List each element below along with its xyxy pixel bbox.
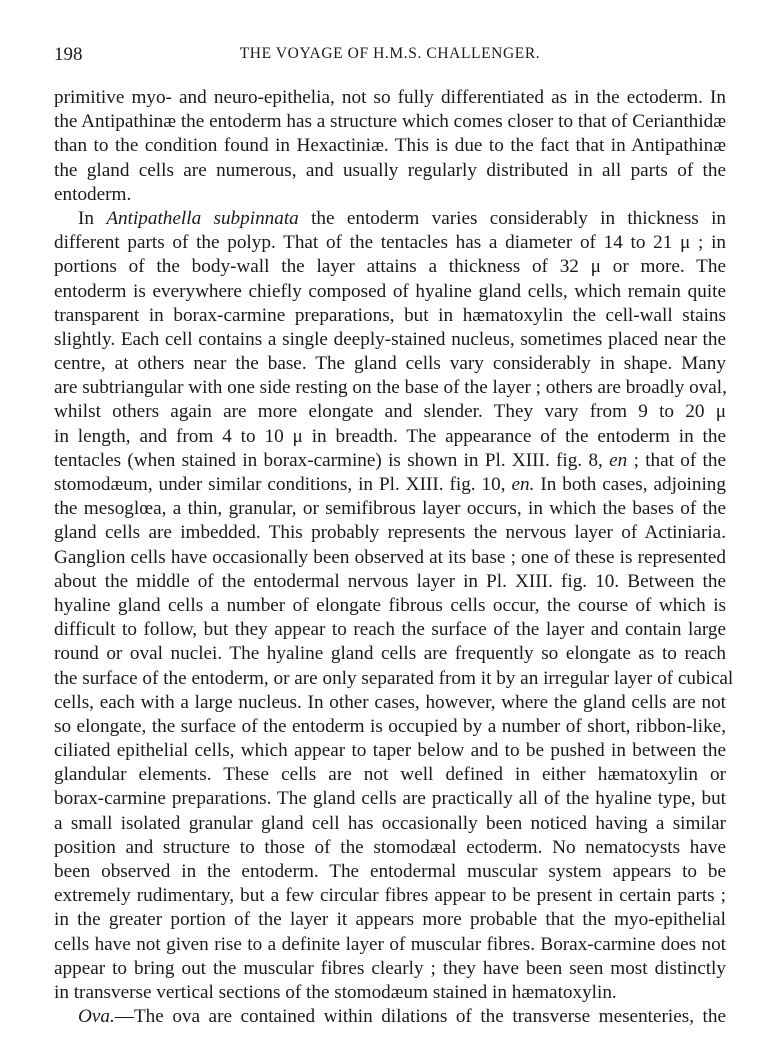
text-segment: been observed in the entoderm. The entodermal muscular system appears to be (54, 861, 726, 882)
text-line (54, 836, 726, 860)
text-segment: In (78, 207, 107, 229)
text-segment: the gland cells are numerous, and usually regularly distributed in all parts of the (54, 159, 726, 181)
text-line (54, 884, 726, 908)
text-line (54, 328, 726, 352)
text-line (54, 473, 726, 497)
text-line (54, 667, 734, 691)
text-line (54, 159, 726, 183)
page-number: 198 (54, 44, 83, 65)
page-header (54, 44, 726, 70)
text-segment: portions of the body-wall the layer attains a thickness of 32 μ or more. The (54, 256, 726, 278)
text-line (54, 183, 726, 207)
text-segment: ciliated epithelial cells, which appear to taper below and to be pushed in between the (54, 740, 726, 762)
text-line (54, 594, 726, 618)
text-segment: primitive myo- and neuro-epithelia, not so fully differentiated as in the ectoderm. In (54, 87, 726, 108)
text-segment: gland cells are imbedded. This probably represents the nervous layer of Actiniaria. (54, 522, 726, 544)
text-segment: different parts of the polyp. That of the tentacles has a diameter of 14 to 21 μ ; in (54, 232, 726, 254)
text-line (54, 400, 726, 424)
text-segment: in length, and from 4 to 10 μ in breadth. The appearance of the entoderm in the (54, 425, 726, 447)
text-line (54, 739, 726, 763)
text-line (54, 280, 726, 304)
text-segment: in transverse vertical sections of the stomodæum stained in hæmatoxylin. (54, 981, 617, 1003)
text-line (54, 425, 726, 449)
body-text (54, 86, 734, 1029)
text-line (54, 134, 726, 158)
text-segment: borax-carmine preparations. The gland cells are practically all of the hyaline type, but (54, 788, 726, 810)
text-line (54, 957, 726, 981)
text-line (54, 642, 726, 666)
italic-text: en. (511, 474, 535, 495)
text-line (54, 812, 726, 836)
text-segment: extremely rudimentary, but a few circular fibres appear to be present in certain parts ; (54, 885, 726, 907)
text-segment: the Antipathinæ the entoderm has a structure which comes closer to that of Cerianthidæ (54, 111, 726, 133)
italic-text: en (609, 449, 628, 471)
text-line (54, 449, 726, 473)
text-line (54, 110, 726, 134)
text-segment: whilst others again are more elongate and slender. They vary from 9 to 20 μ (54, 401, 726, 423)
text-segment: than to the condition found in Hexactiniæ. This is due to the fact that in Antipathinæ (54, 135, 726, 157)
text-segment: In both cases, adjoining (534, 474, 726, 495)
text-line (54, 207, 726, 231)
text-line (54, 570, 726, 594)
text-segment: a small isolated granular gland cell has occasionally been noticed having a similar (54, 812, 726, 834)
text-line (54, 521, 726, 545)
text-segment: position and structure to those of the stomodæal ectoderm. No nematocysts have (54, 836, 726, 858)
text-line (54, 1005, 726, 1029)
italic-text: Ova. (78, 1006, 115, 1028)
text-segment: Ganglion cells have occasionally been observed at its base ; one of these is represented (54, 546, 726, 568)
text-line (54, 497, 726, 521)
text-segment: hyaline gland cells a number of elongate fibrous cells occur, the course of which is (54, 594, 726, 616)
text-line (54, 618, 726, 642)
text-segment: glandular elements. These cells are not well defined in either hæmatoxylin or (54, 764, 726, 786)
text-line (54, 304, 726, 328)
text-segment: so elongate, the surface of the entoderm is occupied by a number of short, ribbon-like, (54, 715, 726, 737)
text-segment: appear to bring out the muscular fibres clearly ; they have been seen most distinctly (54, 957, 726, 979)
text-line (54, 231, 726, 255)
text-segment: the mesoglœa, a thin, granular, or semifibrous layer occurs, in which the bases of the (54, 498, 726, 520)
text-segment: cells have not given rise to a definite layer of muscular fibres. Borax-carmine does not (54, 933, 726, 955)
text-segment: the entoderm varies considerably in thickness in (298, 207, 727, 229)
text-segment: difficult to follow, but they appear to reach the surface of the layer and contain large (54, 619, 726, 641)
text-line (54, 376, 726, 400)
text-segment: tentacles (when stained in borax-carmine) is shown in Pl. XIII. fig. 8, (54, 449, 610, 471)
text-line (54, 86, 726, 110)
text-segment: entoderm is everywhere chiefly composed of hyaline gland cells, which remain quite (54, 280, 726, 302)
text-line (54, 860, 726, 884)
italic-text: Antipathella subpinnata (106, 207, 299, 229)
text-line (54, 981, 726, 1005)
text-segment: entoderm. (54, 183, 132, 205)
text-segment: ; that of the (627, 449, 726, 471)
text-line (54, 787, 726, 811)
text-segment: are subtriangular with one side resting on the base of the layer ; others are broadly oval, (54, 377, 727, 399)
text-segment: —The ova are contained within dilations of the transverse mesenteries, the (114, 1006, 726, 1028)
text-line (54, 715, 726, 739)
text-segment: transparent in borax-carmine preparations, but in hæmatoxylin the cell-wall stains (54, 304, 726, 326)
text-segment: centre, at others near the base. The gland cells vary considerably in shape. Many (54, 353, 726, 375)
text-line (54, 352, 726, 376)
text-segment: in the greater portion of the layer it appears more probable that the myo-epithelial (54, 909, 726, 931)
text-line (54, 908, 726, 932)
text-line (54, 255, 726, 279)
text-line (54, 933, 726, 957)
text-segment: stomodæum, under similar conditions, in Pl. XIII. fig. 10, (54, 474, 512, 495)
text-line (54, 546, 726, 570)
running-title: THE VOYAGE OF H.M.S. CHALLENGER. (239, 45, 541, 62)
text-line (54, 763, 726, 787)
text-segment: cells, each with a large nucleus. In other cases, however, where the gland cells are not (54, 691, 726, 713)
text-segment: about the middle of the entodermal nervous layer in Pl. XIII. fig. 10. Between the (54, 570, 726, 592)
text-segment: round or oval nuclei. The hyaline gland cells are frequently so elongate as to reach (54, 643, 726, 665)
text-line (54, 691, 726, 715)
text-segment: slightly. Each cell contains a single deeply-stained nucleus, sometimes placed near the (54, 328, 726, 350)
text-segment: the surface of the entoderm, or are only separated from it by an irregular layer of cubical (54, 667, 734, 689)
